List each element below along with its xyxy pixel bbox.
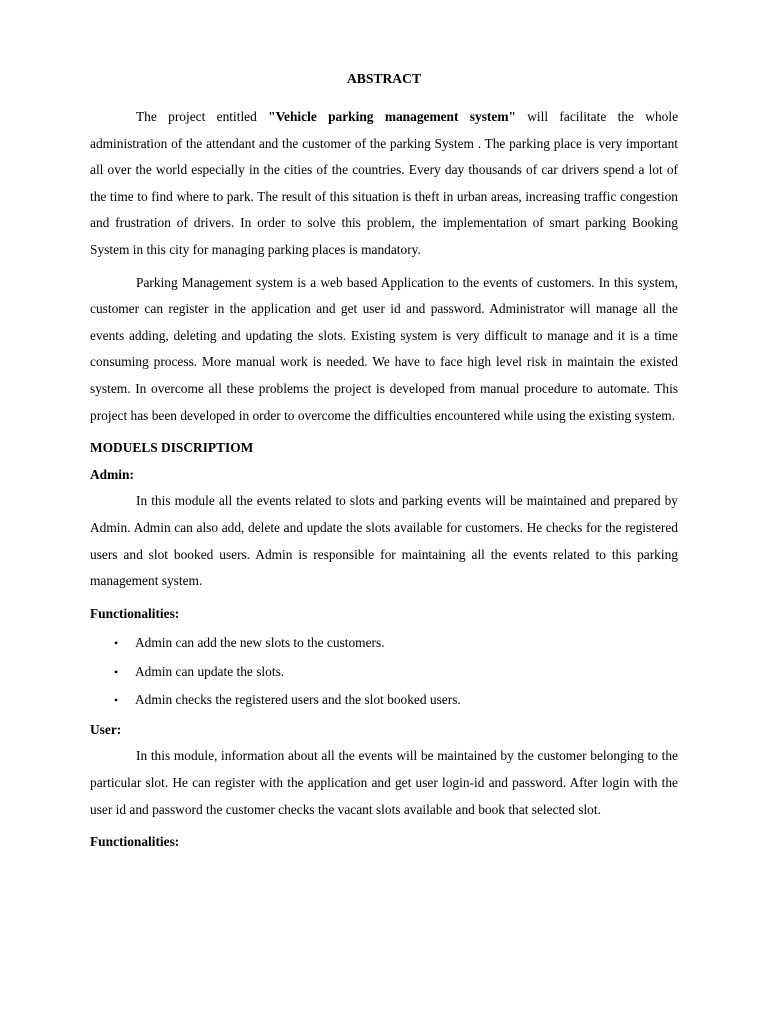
bullet-icon: •: [114, 636, 119, 651]
admin-heading: Admin:: [90, 466, 134, 482]
list-item-text: Admin can add the new slots to the customers.: [135, 635, 385, 651]
list-item: [90, 658, 678, 687]
admin-functionalities-heading: Functionalities:: [90, 605, 180, 621]
intro-post: will facilitate the whole administration of the attendant and the customer of the parking System . The parking place is very important all over the world especially in the cities of the countries. Every day thousands of car drivers spend a lot of the time to find where to park. The result of this situation is theft in urban areas, increasing traffic congestion and frustration of drivers. In order to solve this problem, the implementation of smart parking Booking System in this city for managing parking places is mandatory.: [90, 109, 679, 257]
list-item-text: Admin can update the slots.: [135, 663, 285, 679]
admin-paragraph: In this module all the events related to slots and parking events will be maintained and prepared by Admin. Admin can also add, delete and update the slots available for customers. He checks for the registered users and slot booked users. Admin is responsible for maintaining all the events related to this parking management system.: [90, 493, 678, 589]
intro-paragraph: [90, 104, 678, 264]
modules-heading: MODUELS DISCRIPTIOM: [90, 440, 254, 456]
abstract-title: ABSTRACT: [346, 71, 422, 86]
user-paragraph: In this module, information about all the events will be maintained by the customer belonging to the particular slot. He can register with the application and get user login-id and password. After login with the user id and password the customer checks the vacant slots available and book that selected slot.: [90, 748, 678, 817]
user-heading: User:: [90, 721, 122, 737]
user-functionalities-heading: Functionalities:: [90, 834, 180, 850]
intro-pre: The project entitled: [136, 109, 269, 124]
list-item-text: Admin checks the registered users and the slot booked users.: [135, 692, 461, 708]
list-item: [90, 686, 678, 715]
bullet-icon: •: [114, 693, 119, 708]
admin-functionalities-list: [90, 629, 678, 715]
list-item: [90, 629, 678, 658]
project-name: "Vehicle parking management system": [268, 109, 516, 124]
bullet-icon: •: [114, 664, 119, 679]
system-paragraph: Parking Management system is a web based Application to the events of customers. In this system, customer can register in the application and get user id and password. Administrator will manage all the events adding, deleting and updating the slots. Existing system is very difficult to manage and it is a time consuming process. More manual work is needed. We have to face high level risk in maintain the existed system. In overcome all these problems the project is developed from manual procedure to automate. This project has been developed in order to overcome the difficulties encountered while using the existing system.: [90, 274, 678, 423]
